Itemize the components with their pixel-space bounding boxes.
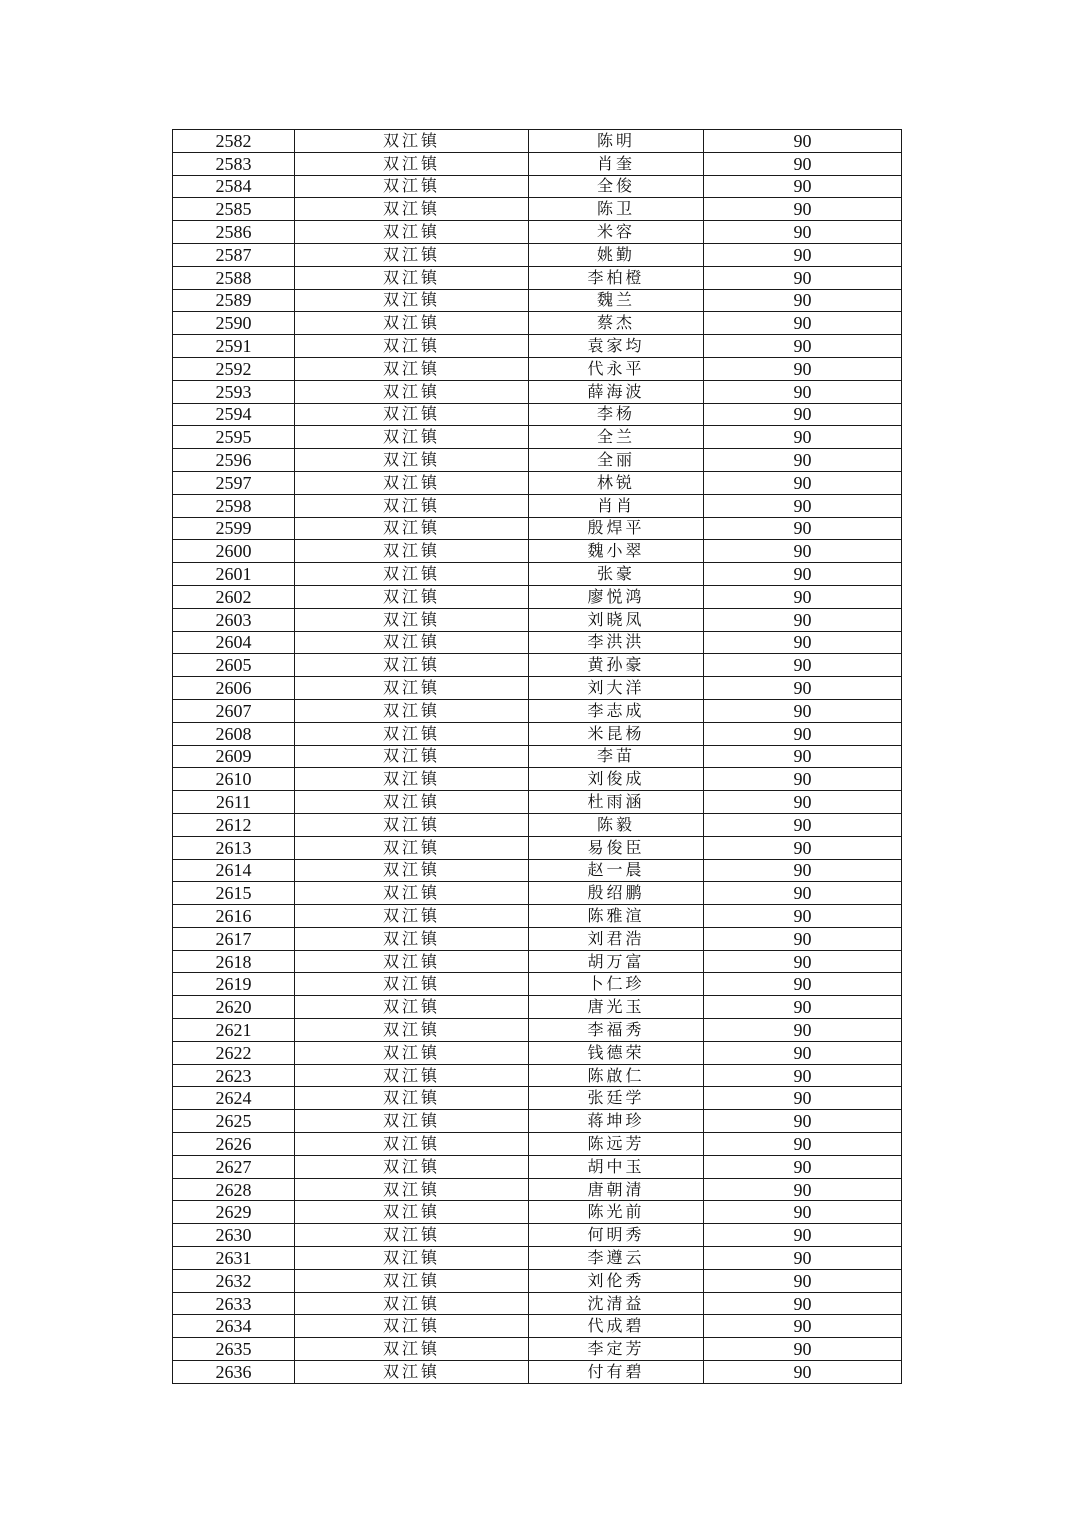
person-name-cell: 肖肖 xyxy=(529,494,704,517)
table-row xyxy=(173,266,902,289)
person-name-cell: 唐光玉 xyxy=(529,996,704,1019)
table-row xyxy=(173,403,902,426)
person-name-cell: 赵一晨 xyxy=(529,859,704,882)
person-name-cell: 陈啟仁 xyxy=(529,1064,704,1087)
serial-number-cell: 2582 xyxy=(173,130,295,153)
person-name-cell: 林锐 xyxy=(529,471,704,494)
table-row xyxy=(173,654,902,677)
town-cell: 双江镇 xyxy=(295,312,529,335)
person-name-cell: 胡万富 xyxy=(529,950,704,973)
table-row xyxy=(173,996,902,1019)
score-cell: 90 xyxy=(704,1155,902,1178)
town-cell: 双江镇 xyxy=(295,494,529,517)
table-row xyxy=(173,1269,902,1292)
serial-number-cell: 2621 xyxy=(173,1019,295,1042)
table-row xyxy=(173,791,902,814)
town-cell: 双江镇 xyxy=(295,813,529,836)
serial-number-cell: 2628 xyxy=(173,1178,295,1201)
person-name-cell: 张豪 xyxy=(529,563,704,586)
person-name-cell: 代永平 xyxy=(529,357,704,380)
score-cell: 90 xyxy=(704,1269,902,1292)
person-name-cell: 魏兰 xyxy=(529,289,704,312)
score-cell: 90 xyxy=(704,608,902,631)
serial-number-cell: 2616 xyxy=(173,905,295,928)
person-name-cell: 陈毅 xyxy=(529,813,704,836)
score-cell: 90 xyxy=(704,722,902,745)
person-name-cell: 陈雅渲 xyxy=(529,905,704,928)
serial-number-cell: 2583 xyxy=(173,152,295,175)
person-name-cell: 李柏橙 xyxy=(529,266,704,289)
serial-number-cell: 2585 xyxy=(173,198,295,221)
person-name-cell: 薛海波 xyxy=(529,380,704,403)
serial-number-cell: 2635 xyxy=(173,1338,295,1361)
serial-number-cell: 2584 xyxy=(173,175,295,198)
table-row xyxy=(173,152,902,175)
score-cell: 90 xyxy=(704,1178,902,1201)
score-cell: 90 xyxy=(704,905,902,928)
score-cell: 90 xyxy=(704,289,902,312)
town-cell: 双江镇 xyxy=(295,380,529,403)
score-cell: 90 xyxy=(704,1338,902,1361)
town-cell: 双江镇 xyxy=(295,198,529,221)
person-name-cell: 陈远芳 xyxy=(529,1133,704,1156)
table-row xyxy=(173,608,902,631)
person-name-cell: 蒋坤珍 xyxy=(529,1110,704,1133)
town-cell: 双江镇 xyxy=(295,1041,529,1064)
table-row xyxy=(173,1247,902,1270)
serial-number-cell: 2588 xyxy=(173,266,295,289)
table-row xyxy=(173,905,902,928)
serial-number-cell: 2605 xyxy=(173,654,295,677)
score-cell: 90 xyxy=(704,973,902,996)
table-row xyxy=(173,1224,902,1247)
town-cell: 双江镇 xyxy=(295,791,529,814)
serial-number-cell: 2622 xyxy=(173,1041,295,1064)
person-name-cell: 刘君浩 xyxy=(529,927,704,950)
person-name-cell: 刘伦秀 xyxy=(529,1269,704,1292)
table-row xyxy=(173,1201,902,1224)
serial-number-cell: 2597 xyxy=(173,471,295,494)
score-cell: 90 xyxy=(704,927,902,950)
town-cell: 双江镇 xyxy=(295,745,529,768)
table-row xyxy=(173,471,902,494)
serial-number-cell: 2587 xyxy=(173,243,295,266)
town-cell: 双江镇 xyxy=(295,905,529,928)
score-cell: 90 xyxy=(704,1292,902,1315)
serial-number-cell: 2624 xyxy=(173,1087,295,1110)
serial-number-cell: 2601 xyxy=(173,563,295,586)
score-cell: 90 xyxy=(704,1133,902,1156)
person-name-cell: 米昆杨 xyxy=(529,722,704,745)
serial-number-cell: 2626 xyxy=(173,1133,295,1156)
town-cell: 双江镇 xyxy=(295,403,529,426)
town-cell: 双江镇 xyxy=(295,1292,529,1315)
town-cell: 双江镇 xyxy=(295,175,529,198)
person-name-cell: 全兰 xyxy=(529,426,704,449)
table-row xyxy=(173,357,902,380)
table-row xyxy=(173,175,902,198)
serial-number-cell: 2599 xyxy=(173,517,295,540)
town-cell: 双江镇 xyxy=(295,1110,529,1133)
table-row xyxy=(173,221,902,244)
score-cell: 90 xyxy=(704,699,902,722)
person-name-cell: 陈光前 xyxy=(529,1201,704,1224)
serial-number-cell: 2613 xyxy=(173,836,295,859)
town-cell: 双江镇 xyxy=(295,1338,529,1361)
table-row xyxy=(173,198,902,221)
person-name-cell: 廖悦鸿 xyxy=(529,585,704,608)
score-cell: 90 xyxy=(704,1087,902,1110)
table-row xyxy=(173,1178,902,1201)
person-name-cell: 唐朝清 xyxy=(529,1178,704,1201)
table-row xyxy=(173,1087,902,1110)
town-cell: 双江镇 xyxy=(295,950,529,973)
serial-number-cell: 2620 xyxy=(173,996,295,1019)
score-cell: 90 xyxy=(704,221,902,244)
table-row xyxy=(173,1155,902,1178)
person-name-cell: 殷焊平 xyxy=(529,517,704,540)
score-cell: 90 xyxy=(704,449,902,472)
person-name-cell: 肖奎 xyxy=(529,152,704,175)
person-name-cell: 沈清益 xyxy=(529,1292,704,1315)
table-row xyxy=(173,1041,902,1064)
serial-number-cell: 2634 xyxy=(173,1315,295,1338)
table-row xyxy=(173,631,902,654)
serial-number-cell: 2614 xyxy=(173,859,295,882)
town-cell: 双江镇 xyxy=(295,563,529,586)
score-cell: 90 xyxy=(704,745,902,768)
town-cell: 双江镇 xyxy=(295,243,529,266)
town-cell: 双江镇 xyxy=(295,585,529,608)
serial-number-cell: 2617 xyxy=(173,927,295,950)
score-cell: 90 xyxy=(704,312,902,335)
table-row xyxy=(173,1338,902,1361)
serial-number-cell: 2595 xyxy=(173,426,295,449)
score-cell: 90 xyxy=(704,335,902,358)
table-row xyxy=(173,380,902,403)
score-cell: 90 xyxy=(704,950,902,973)
serial-number-cell: 2618 xyxy=(173,950,295,973)
table-row xyxy=(173,813,902,836)
score-cell: 90 xyxy=(704,130,902,153)
town-cell: 双江镇 xyxy=(295,1064,529,1087)
person-name-cell: 全俊 xyxy=(529,175,704,198)
serial-number-cell: 2630 xyxy=(173,1224,295,1247)
table-row xyxy=(173,950,902,973)
table-row xyxy=(173,677,902,700)
score-cell: 90 xyxy=(704,631,902,654)
person-name-cell: 李志成 xyxy=(529,699,704,722)
town-cell: 双江镇 xyxy=(295,927,529,950)
table-row xyxy=(173,973,902,996)
table-row xyxy=(173,563,902,586)
serial-number-cell: 2615 xyxy=(173,882,295,905)
town-cell: 双江镇 xyxy=(295,221,529,244)
serial-number-cell: 2600 xyxy=(173,540,295,563)
serial-number-cell: 2633 xyxy=(173,1292,295,1315)
score-cell: 90 xyxy=(704,654,902,677)
score-cell: 90 xyxy=(704,1247,902,1270)
town-cell: 双江镇 xyxy=(295,973,529,996)
serial-number-cell: 2625 xyxy=(173,1110,295,1133)
score-cell: 90 xyxy=(704,380,902,403)
person-name-cell: 杜雨涵 xyxy=(529,791,704,814)
serial-number-cell: 2607 xyxy=(173,699,295,722)
person-name-cell: 陈卫 xyxy=(529,198,704,221)
table-row xyxy=(173,882,902,905)
table-row xyxy=(173,1064,902,1087)
town-cell: 双江镇 xyxy=(295,335,529,358)
score-cell: 90 xyxy=(704,243,902,266)
score-cell: 90 xyxy=(704,563,902,586)
serial-number-cell: 2602 xyxy=(173,585,295,608)
town-cell: 双江镇 xyxy=(295,1315,529,1338)
score-cell: 90 xyxy=(704,882,902,905)
person-name-cell: 钱德荣 xyxy=(529,1041,704,1064)
person-name-cell: 刘大洋 xyxy=(529,677,704,700)
town-cell: 双江镇 xyxy=(295,608,529,631)
table-row xyxy=(173,722,902,745)
table-row xyxy=(173,449,902,472)
person-name-cell: 殷绍鹏 xyxy=(529,882,704,905)
person-name-cell: 李苗 xyxy=(529,745,704,768)
serial-number-cell: 2609 xyxy=(173,745,295,768)
serial-number-cell: 2632 xyxy=(173,1269,295,1292)
town-cell: 双江镇 xyxy=(295,882,529,905)
table-row xyxy=(173,836,902,859)
score-cell: 90 xyxy=(704,836,902,859)
serial-number-cell: 2636 xyxy=(173,1361,295,1384)
score-cell: 90 xyxy=(704,1361,902,1384)
town-cell: 双江镇 xyxy=(295,1133,529,1156)
town-cell: 双江镇 xyxy=(295,471,529,494)
person-name-cell: 李洪洪 xyxy=(529,631,704,654)
town-cell: 双江镇 xyxy=(295,1087,529,1110)
score-cell: 90 xyxy=(704,1019,902,1042)
person-name-cell: 易俊臣 xyxy=(529,836,704,859)
score-cell: 90 xyxy=(704,791,902,814)
town-cell: 双江镇 xyxy=(295,130,529,153)
score-cell: 90 xyxy=(704,152,902,175)
serial-number-cell: 2623 xyxy=(173,1064,295,1087)
serial-number-cell: 2610 xyxy=(173,768,295,791)
person-name-cell: 魏小翠 xyxy=(529,540,704,563)
score-cell: 90 xyxy=(704,1315,902,1338)
table-row xyxy=(173,859,902,882)
town-cell: 双江镇 xyxy=(295,836,529,859)
town-cell: 双江镇 xyxy=(295,1201,529,1224)
score-cell: 90 xyxy=(704,1201,902,1224)
table-row xyxy=(173,1361,902,1384)
town-cell: 双江镇 xyxy=(295,289,529,312)
person-name-cell: 袁家均 xyxy=(529,335,704,358)
score-cell: 90 xyxy=(704,1110,902,1133)
score-cell: 90 xyxy=(704,266,902,289)
town-cell: 双江镇 xyxy=(295,768,529,791)
table-row xyxy=(173,1315,902,1338)
town-cell: 双江镇 xyxy=(295,631,529,654)
town-cell: 双江镇 xyxy=(295,1269,529,1292)
table-row xyxy=(173,517,902,540)
town-cell: 双江镇 xyxy=(295,859,529,882)
person-name-cell: 李福秀 xyxy=(529,1019,704,1042)
score-cell: 90 xyxy=(704,813,902,836)
serial-number-cell: 2594 xyxy=(173,403,295,426)
person-name-cell: 付有碧 xyxy=(529,1361,704,1384)
person-name-cell: 全丽 xyxy=(529,449,704,472)
town-cell: 双江镇 xyxy=(295,1224,529,1247)
serial-number-cell: 2590 xyxy=(173,312,295,335)
table-row xyxy=(173,1292,902,1315)
table-row xyxy=(173,745,902,768)
person-name-cell: 刘俊成 xyxy=(529,768,704,791)
serial-number-cell: 2629 xyxy=(173,1201,295,1224)
table-row xyxy=(173,312,902,335)
roster-table xyxy=(172,129,902,1384)
person-name-cell: 刘晓凤 xyxy=(529,608,704,631)
serial-number-cell: 2586 xyxy=(173,221,295,244)
serial-number-cell: 2612 xyxy=(173,813,295,836)
person-name-cell: 李定芳 xyxy=(529,1338,704,1361)
table-row xyxy=(173,1133,902,1156)
town-cell: 双江镇 xyxy=(295,699,529,722)
table-row xyxy=(173,768,902,791)
person-name-cell: 李杨 xyxy=(529,403,704,426)
table-row xyxy=(173,540,902,563)
table-row xyxy=(173,130,902,153)
table-row xyxy=(173,927,902,950)
town-cell: 双江镇 xyxy=(295,1155,529,1178)
table-row xyxy=(173,1110,902,1133)
score-cell: 90 xyxy=(704,677,902,700)
person-name-cell: 黄孙豪 xyxy=(529,654,704,677)
town-cell: 双江镇 xyxy=(295,357,529,380)
town-cell: 双江镇 xyxy=(295,449,529,472)
town-cell: 双江镇 xyxy=(295,722,529,745)
serial-number-cell: 2598 xyxy=(173,494,295,517)
table-row xyxy=(173,585,902,608)
serial-number-cell: 2611 xyxy=(173,791,295,814)
score-cell: 90 xyxy=(704,1041,902,1064)
score-cell: 90 xyxy=(704,198,902,221)
serial-number-cell: 2606 xyxy=(173,677,295,700)
roster-table-body xyxy=(173,130,902,1384)
town-cell: 双江镇 xyxy=(295,654,529,677)
score-cell: 90 xyxy=(704,768,902,791)
town-cell: 双江镇 xyxy=(295,1019,529,1042)
table-row xyxy=(173,335,902,358)
table-row xyxy=(173,699,902,722)
person-name-cell: 米容 xyxy=(529,221,704,244)
person-name-cell: 代成碧 xyxy=(529,1315,704,1338)
score-cell: 90 xyxy=(704,1224,902,1247)
score-cell: 90 xyxy=(704,403,902,426)
serial-number-cell: 2589 xyxy=(173,289,295,312)
person-name-cell: 胡中玉 xyxy=(529,1155,704,1178)
serial-number-cell: 2604 xyxy=(173,631,295,654)
town-cell: 双江镇 xyxy=(295,266,529,289)
town-cell: 双江镇 xyxy=(295,517,529,540)
person-name-cell: 张廷学 xyxy=(529,1087,704,1110)
town-cell: 双江镇 xyxy=(295,426,529,449)
table-row xyxy=(173,289,902,312)
score-cell: 90 xyxy=(704,996,902,1019)
score-cell: 90 xyxy=(704,426,902,449)
table-row xyxy=(173,1019,902,1042)
score-cell: 90 xyxy=(704,1064,902,1087)
serial-number-cell: 2596 xyxy=(173,449,295,472)
score-cell: 90 xyxy=(704,494,902,517)
score-cell: 90 xyxy=(704,175,902,198)
person-name-cell: 蔡杰 xyxy=(529,312,704,335)
table-row xyxy=(173,494,902,517)
serial-number-cell: 2592 xyxy=(173,357,295,380)
serial-number-cell: 2619 xyxy=(173,973,295,996)
score-cell: 90 xyxy=(704,540,902,563)
person-name-cell: 陈明 xyxy=(529,130,704,153)
town-cell: 双江镇 xyxy=(295,152,529,175)
score-cell: 90 xyxy=(704,517,902,540)
table-row xyxy=(173,426,902,449)
person-name-cell: 姚勤 xyxy=(529,243,704,266)
serial-number-cell: 2608 xyxy=(173,722,295,745)
person-name-cell: 何明秀 xyxy=(529,1224,704,1247)
score-cell: 90 xyxy=(704,471,902,494)
score-cell: 90 xyxy=(704,585,902,608)
score-cell: 90 xyxy=(704,357,902,380)
town-cell: 双江镇 xyxy=(295,677,529,700)
town-cell: 双江镇 xyxy=(295,1178,529,1201)
town-cell: 双江镇 xyxy=(295,540,529,563)
serial-number-cell: 2591 xyxy=(173,335,295,358)
town-cell: 双江镇 xyxy=(295,1247,529,1270)
person-name-cell: 卜仁珍 xyxy=(529,973,704,996)
serial-number-cell: 2593 xyxy=(173,380,295,403)
table-row xyxy=(173,243,902,266)
serial-number-cell: 2603 xyxy=(173,608,295,631)
town-cell: 双江镇 xyxy=(295,1361,529,1384)
person-name-cell: 李遵云 xyxy=(529,1247,704,1270)
serial-number-cell: 2631 xyxy=(173,1247,295,1270)
score-cell: 90 xyxy=(704,859,902,882)
town-cell: 双江镇 xyxy=(295,996,529,1019)
serial-number-cell: 2627 xyxy=(173,1155,295,1178)
